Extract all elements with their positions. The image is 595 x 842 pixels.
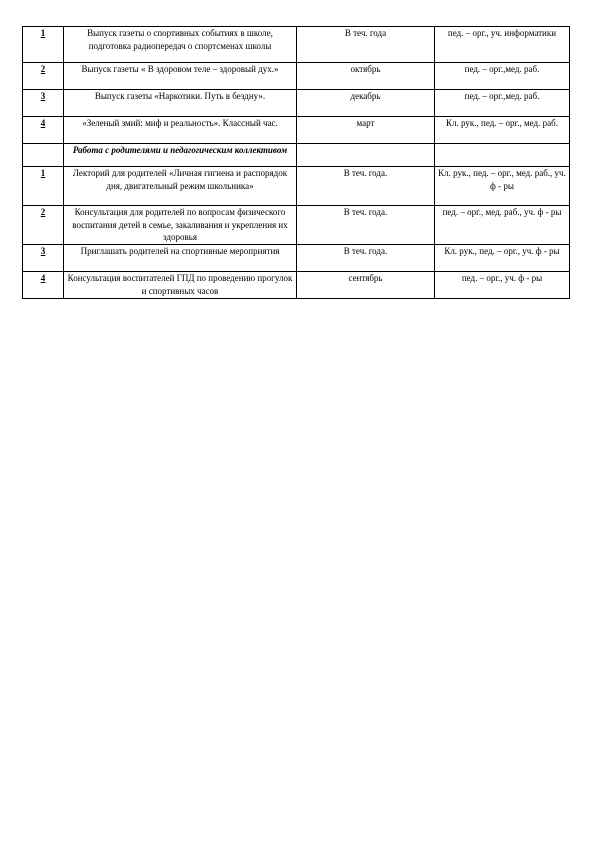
row-number: 1 <box>23 27 64 63</box>
term-cell: В теч. года. <box>297 167 435 206</box>
activity-cell: Выпуск газеты о спортивных событиях в школе, подготовка радиопередач о спортсменах школы <box>64 27 297 63</box>
empty-cell <box>435 144 570 167</box>
table-row <box>23 206 570 245</box>
activity-cell: Лекторий для родителей «Личная гигиена и распорядок дня, двигательный режим школьника» <box>64 167 297 206</box>
table-row <box>23 63 570 90</box>
row-number: 4 <box>23 117 64 144</box>
responsible-cell: пед. – орг., мед. раб., уч. ф - ры <box>435 206 570 245</box>
row-number: 1 <box>23 167 64 206</box>
responsible-cell: пед. – орг., уч. ф - ры <box>435 272 570 299</box>
term-cell: сентябрь <box>297 272 435 299</box>
term-cell: март <box>297 117 435 144</box>
activity-cell: Консультация для родителей по вопросам физического воспитания детей в семье, закаливания и укрепления их здоровья <box>64 206 297 245</box>
activity-plan-table <box>22 26 570 299</box>
activity-cell: «Зеленый змий: миф и реальность». Классный час. <box>64 117 297 144</box>
table-row <box>23 27 570 63</box>
term-cell: В теч. года <box>297 27 435 63</box>
table-row <box>23 117 570 144</box>
responsible-cell: Кл. рук., пед. – орг., уч. ф - ры <box>435 245 570 272</box>
row-number: 2 <box>23 206 64 245</box>
activity-cell: Выпуск газеты « В здоровом теле – здоровый дух.» <box>64 63 297 90</box>
activity-cell: Выпуск газеты «Наркотики. Путь в бездну». <box>64 90 297 117</box>
table-row <box>23 245 570 272</box>
table-row <box>23 272 570 299</box>
table-row <box>23 167 570 206</box>
table-row <box>23 90 570 117</box>
responsible-cell: пед. – орг.,мед. раб. <box>435 90 570 117</box>
term-cell: декабрь <box>297 90 435 117</box>
row-number: 2 <box>23 63 64 90</box>
term-cell: В теч. года. <box>297 245 435 272</box>
responsible-cell: пед. – орг., уч. информатики <box>435 27 570 63</box>
responsible-cell: Кл. рук., пед. – орг., мед. раб., уч. ф - ры <box>435 167 570 206</box>
activity-cell: Приглашать родителей на спортивные мероприятия <box>64 245 297 272</box>
term-cell: В теч. года. <box>297 206 435 245</box>
row-number: 3 <box>23 90 64 117</box>
row-number: 4 <box>23 272 64 299</box>
responsible-cell: Кл. рук., пед. – орг., мед. раб. <box>435 117 570 144</box>
term-cell: октябрь <box>297 63 435 90</box>
empty-cell <box>297 144 435 167</box>
row-number: 3 <box>23 245 64 272</box>
empty-cell <box>23 144 64 167</box>
responsible-cell: пед. – орг.,мед. раб. <box>435 63 570 90</box>
section-row <box>23 144 570 167</box>
section-title: Работа с родителями и педагогическим коллективом <box>64 144 297 167</box>
activity-cell: Консультация воспитателей ГПД по проведению прогулок и спортивных часов <box>64 272 297 299</box>
